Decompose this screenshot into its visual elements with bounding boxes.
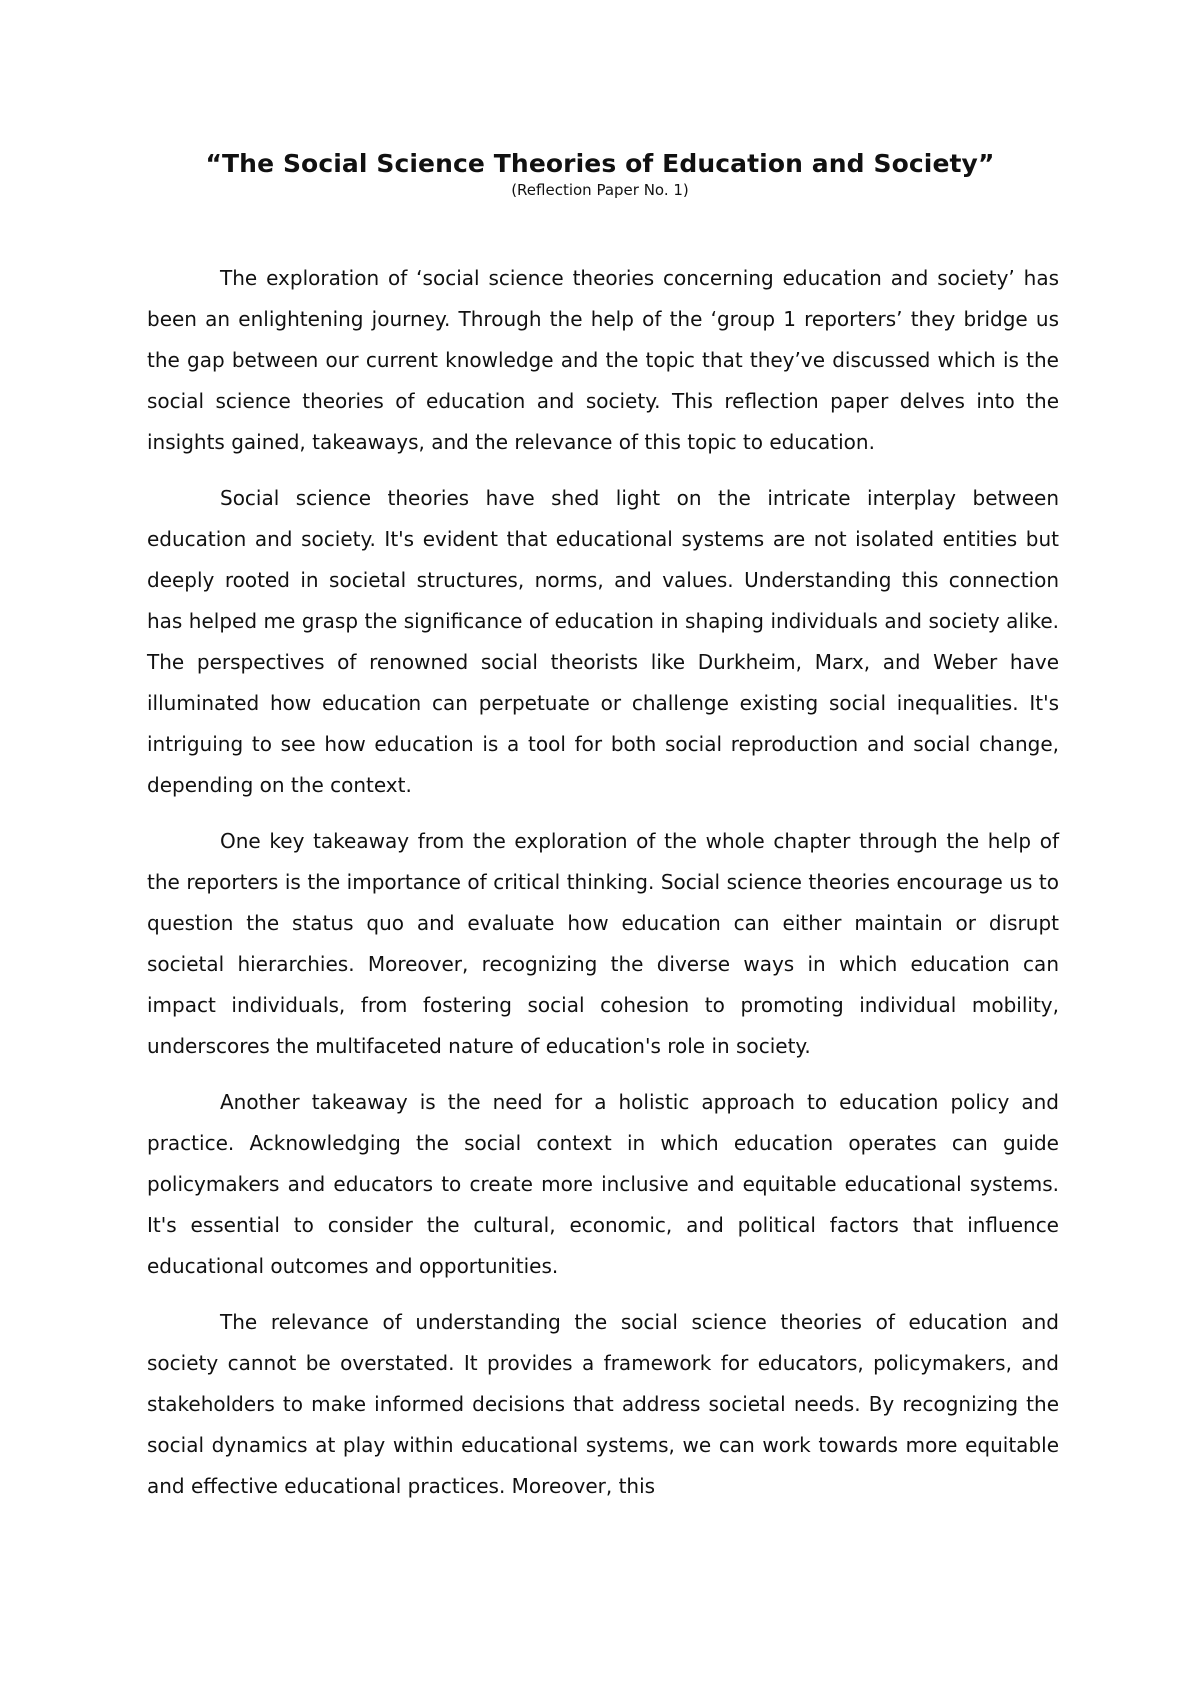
page-subtitle: (Reflection Paper No. 1): [511, 181, 689, 199]
page-title: “The Social Science Theories of Education and Society”: [205, 149, 995, 178]
document-body: [147, 258, 1059, 1522]
paragraph-3: One key takeaway from the exploration of the whole chapter through the help of the reporters is the importance of critical thinking. Social science theories encourage us to question the status quo and evaluate how education can either maintain or disrupt societal hierarchies. Moreover, recognizing the diverse ways in which education can impact individuals, from fostering social cohesion to promoting individual mobility, underscores the multifaceted nature of education's role in society.: [147, 829, 1059, 1058]
paragraph-1: The exploration of ‘social science theories concerning education and society’ has been an enlightening journey. Through the help of the ‘group 1 reporters’ they bridge us the gap between our current knowledge and the topic that they’ve discussed which is the social science theories of education and society. This reflection paper delves into the insights gained, takeaways, and the relevance of this topic to education.: [147, 266, 1059, 454]
paragraph-2: Social science theories have shed light on the intricate interplay between education and society. It's evident that educational systems are not isolated entities but deeply rooted in societal structures, norms, and values. Understanding this connection has helped me grasp the significance of education in shaping individuals and society alike. The perspectives of renowned social theorists like Durkheim, Marx, and Weber have illuminated how education can perpetuate or challenge existing social inequalities. It's intriguing to see how education is a tool for both social reproduction and social change, depending on the context.: [147, 486, 1059, 797]
paragraph-4: Another takeaway is the need for a holistic approach to education policy and practice. Acknowledging the social context in which education operates can guide policymakers and educators to create more inclusive and equitable educational systems. It's essential to consider the cultural, economic, and political factors that influence educational outcomes and opportunities.: [147, 1090, 1059, 1278]
paragraph-5: The relevance of understanding the social science theories of education and society cannot be overstated. It provides a framework for educators, policymakers, and stakeholders to make informed decisions that address societal needs. By recognizing the social dynamics at play within educational systems, we can work towards more equitable and effective educational practices. Moreover, this: [147, 1310, 1059, 1498]
